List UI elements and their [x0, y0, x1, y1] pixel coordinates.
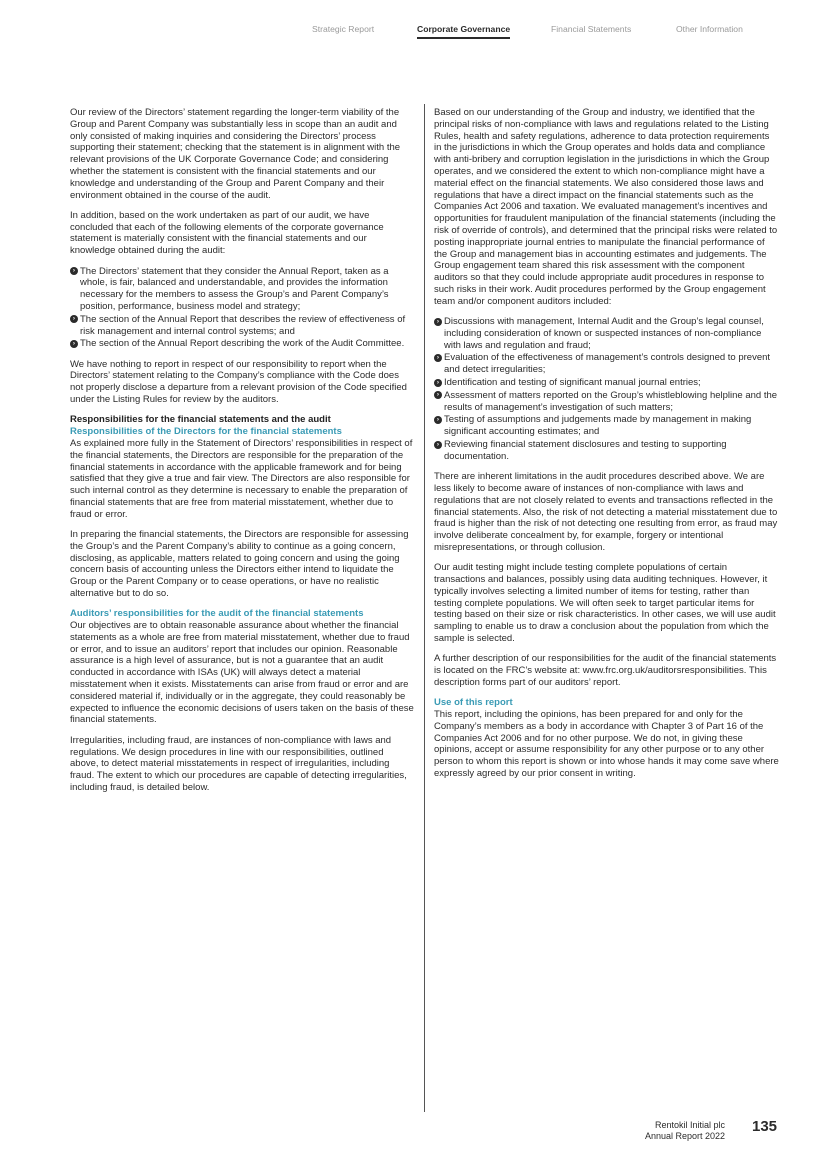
column-divider [424, 104, 425, 1112]
page-footer [645, 1120, 725, 1141]
nav-strategic-report[interactable]: Strategic Report [312, 24, 375, 34]
paragraph: In addition, based on the work undertaken as part of our audit, we have concluded that each of the following elements of the corporate governance statement is materially consistent with the financial statements and our knowledge obtained during the audit: [70, 209, 384, 257]
paragraph: Based on our understanding of the Group and industry, we identified that the principal risks of non-compliance with laws and regulations related to the Listing Rules, health and safety regulations, adherence to data protection requirements in the jurisdictions in which the Group operates and holds data and compliance with anti-bribery and corruption legislation in the jurisdictions in which the Group operates, and we considered the extent to which non-compliance might have a material effect on the financial statements. We also considered those laws and regulations that have a direct impact on the financial statements such as the Companies Act 2006 and taxation. We evaluated management’s incentives and opportunities for fraudulent manipulation of the financial statements (including the risk of override of controls), and determined that the principal risks were related to posting inappropriate journal entries to manipulate the financial performance of the Group and management bias in accounting estimates and judgements. The Group engagement team shared this risk assessment with the component auditors so that they could include appropriate audit procedures in response to such risks in their work. Audit procedures performed by the Group engagement team and/or component auditors included: [434, 107, 778, 307]
subsection-heading: Responsibilities of the Directors for the financial statements [70, 426, 342, 438]
paragraph: As explained more fully in the Statement of Directors’ responsibilities in respect of the financial statements, the Directors are responsible for the preparation of the financial statements in accordance with the applicable framework and for being satisfied that they give a true and fair view. The Directors are also responsible for such internal control as they determine is necessary to enable the preparation of financial statements that are free from material misstatement, whether due to fraud or error. [70, 437, 413, 520]
left-column [70, 107, 414, 802]
list-item: › The section of the Annual Report describing the work of the Audit Committee. [70, 338, 414, 350]
arrow-circle-right-icon: › [434, 416, 442, 424]
arrow-circle-right-icon: › [70, 267, 78, 275]
paragraph: Our review of the Directors’ statement regarding the longer-term viability of the Group and Parent Company was substantially less in scope than an audit and only consisted of making inquiries and considering the Directors’ process supporting their statement; checking that the statement is in alignment with the relevant provisions of the UK Corporate Governance Code; and considering whether the statement is consistent with the financial statements and our knowledge and understanding of the Group and Parent Company and their environment obtained in the course of the audit. [70, 107, 401, 201]
section-nav [0, 24, 825, 44]
arrow-circle-right-icon: › [434, 391, 442, 399]
nav-financial-statements[interactable]: Financial Statements [551, 24, 632, 34]
paragraph: Our audit testing might include testing complete populations of certain transactions and balances, possibly using data auditing techniques. However, it typically involves selecting a limited number of items for testing, rather than testing complete populations. We will often seek to target particular items for testing based on their size or risk characteristics. In other cases, we will use audit sampling to enable us to draw a conclusion about the population from which the sample is selected. [434, 562, 776, 644]
arrow-circle-right-icon: › [434, 441, 442, 449]
paragraph: This report, including the opinions, has been prepared for and only for the Company’s members as a body in accordance with Chapter 3 of Part 16 of the Companies Act 2006 and for no other purpose. We do not, in giving these opinions, accept or assume responsibility for any other purpose or to any other person to whom this report is shown or into whose hands it may come save where expressly agreed by our prior consent in writing. [434, 708, 779, 779]
company-name: Rentokil Initial plc [654, 1120, 725, 1130]
subsection-heading: Auditors’ responsibilities for the audit of the financial statements [70, 608, 364, 620]
list-item: › Identification and testing of significant manual journal entries; [434, 377, 779, 389]
bullet-list [70, 266, 414, 351]
list-item: › The section of the Annual Report that describes the review of effectiveness of risk management and internal control systems; and [70, 314, 414, 338]
nav-other-information[interactable]: Other Information [676, 24, 743, 34]
list-item: › Testing of assumptions and judgements made by management in making significant accounting estimates; and [434, 414, 779, 438]
arrow-circle-right-icon: › [434, 318, 442, 326]
paragraph: A further description of our responsibilities for the audit of the financial statements is located on the FRC’s website at: www.frc.org.uk/auditorsresponsibilities. This description forms part of our auditors’ report. [434, 653, 777, 688]
list-item: › Evaluation of the effectiveness of management’s controls designed to prevent and detect irregularities; [434, 352, 779, 376]
report-name: Annual Report 2022 [644, 1130, 725, 1141]
list-item: › The Directors’ statement that they consider the Annual Report, taken as a whole, is fair, balanced and understandable, and provides the information necessary for the members to assess the Group’s and Parent Company’s position, performance, business model and strategy; [70, 266, 414, 313]
paragraph: Our objectives are to obtain reasonable assurance about whether the financial statements as a whole are free from material misstatement, whether due to fraud or error, and to issue an auditors’ report that includes our opinion. Reasonable assurance is a high level of assurance, but is not a guarantee that an audit conducted in accordance with ISAs (UK) will always detect a material misstatement when it exists. Misstatements can arise from fraud or error and are considered material if, individually or in the aggregate, they could reasonably be expected to influence the economic decisions of users taken on the basis of these financial statements. [70, 620, 414, 726]
list-item: › Assessment of matters reported on the Group’s whistleblowing helpline and the results of management’s investigation of such matters; [434, 390, 779, 414]
nav-corporate-governance[interactable]: Corporate Governance [417, 24, 511, 34]
arrow-circle-right-icon: › [434, 354, 442, 362]
paragraph: In preparing the financial statements, the Directors are responsible for assessing the Group’s and the Parent Company’s ability to continue as a going concern, disclosing, as applicable, matters related to going concern and using the going concern basis of accounting unless the Directors either intend to liquidate the Group or the Parent Company or to cease operations, or have no realistic alternative but to do so. [70, 529, 409, 599]
subsection-heading: Use of this report [434, 697, 513, 709]
section-heading: Responsibilities for the financial statements and the audit [70, 414, 331, 426]
list-item: › Reviewing financial statement disclosures and testing to supporting documentation. [434, 439, 779, 463]
paragraph: We have nothing to report in respect of our responsibility to report when the Directors’ statement relating to the Company’s compliance with the Code does not properly disclose a departure from a relevant provision of the Code specified under the Listing Rules for review by the auditors. [70, 358, 407, 406]
paragraph: There are inherent limitations in the audit procedures described above. We are less likely to become aware of instances of non-compliance with laws and regulations that are not closely related to events and transactions reflected in the financial statements. Also, the risk of not detecting a material misstatement due to fraud is higher than the risk of not detecting one resulting from error, as fraud may involve deliberate concealment by, for example, forgery or intentional misrepresentations, or through collusion. [434, 471, 778, 553]
right-column [434, 107, 779, 788]
page-number: 135 [752, 1118, 778, 1135]
arrow-circle-right-icon: › [434, 379, 442, 387]
arrow-circle-right-icon: › [70, 340, 78, 348]
list-item: › Discussions with management, Internal Audit and the Group’s legal counsel, including consideration of known or suspected instances of non-compliance with laws and regulation and fraud; [434, 316, 779, 351]
arrow-circle-right-icon: › [70, 315, 78, 323]
bullet-list [434, 316, 779, 463]
paragraph: Irregularities, including fraud, are instances of non-compliance with laws and regulations. We design procedures in line with our responsibilities, outlined above, to detect material misstatements in respect of irregularities, including fraud. The extent to which our procedures are capable of detecting irregularities, including fraud, is detailed below. [70, 734, 407, 793]
